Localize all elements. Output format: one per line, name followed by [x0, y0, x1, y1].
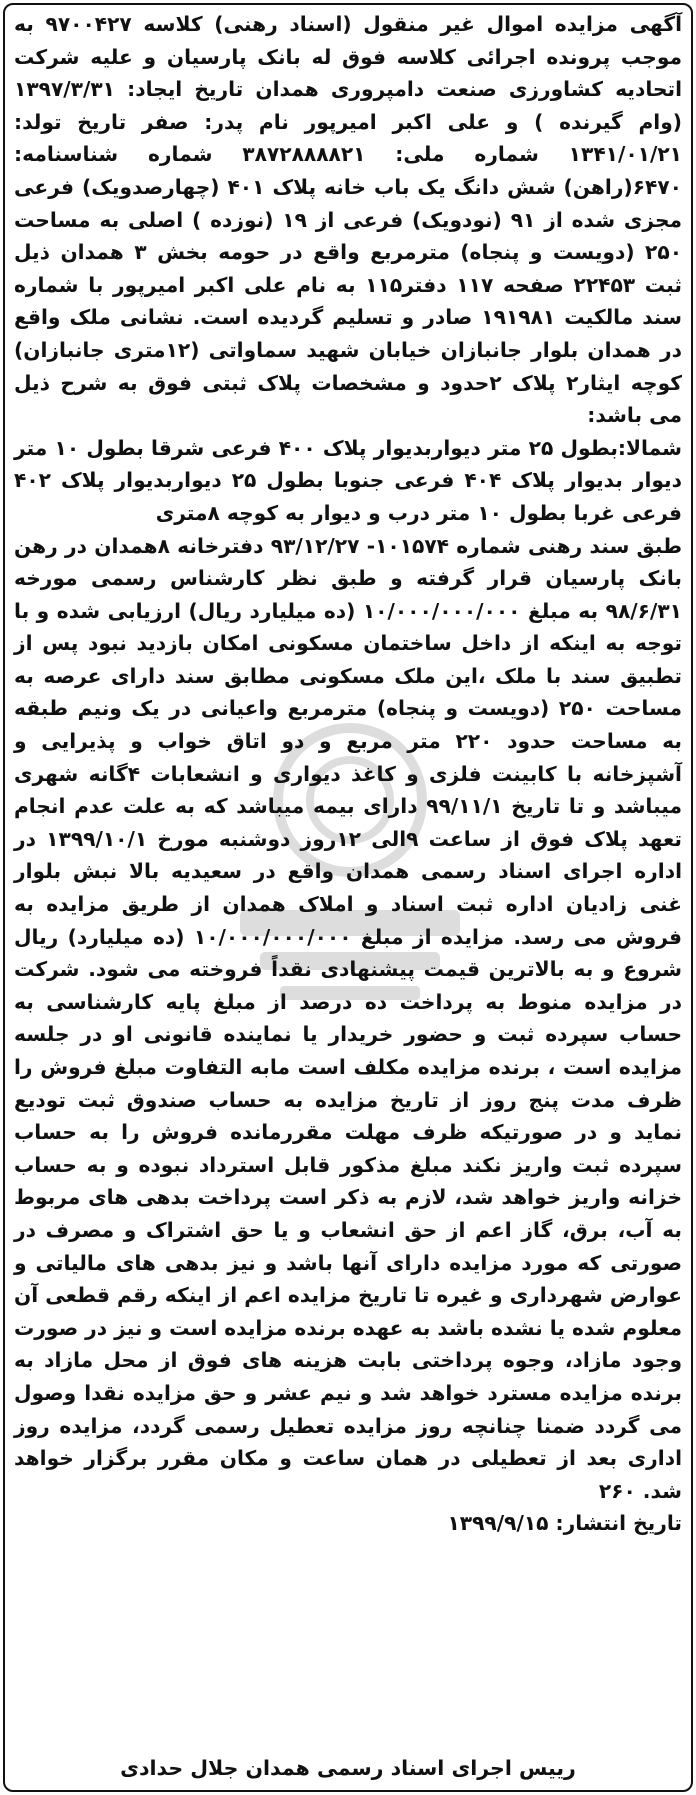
notice-paragraph-boundaries: شمالا:بطول ۲۵ متر دیواربدیوار پلاک ۴۰۰ فرعی شرقا بطول ۱۰ متر دیوار بدیوار پلاک ۴۰۴ فرعی جنوبا بطول ۲۵ دیواربدیوار پلاک ۴۰۲ فرعی غربا بطول ۱۰ متر درب و دیوار به کوچه ۸متری	[14, 435, 683, 525]
signature-line: رییس اجرای اسناد رسمی همدان جلال حدادی	[120, 1756, 576, 1780]
notice-paragraph-details: طبق سند رهنی شماره ۱۰۱۵۷۴- ۹۳/۱۲/۲۷ دفترخانه ۸همدان در رهن بانک پارسیان قرار گرفته و طبق نظر کارشناس رسمی مورخه ۹۸/۶/۳۱ به مبلغ ۱۰/۰۰۰/۰۰۰/۰۰۰ (ده میلیارد ریال) ارزیابی شده و با توجه به اینکه از داخل ساختمان مسکونی امکان بازدید نبود پس از تطبیق سند با ملک ،این ملک مسکونی مطابق سند دارای عرصه به مساحت ۲۵۰ (دویست و پنجاه) مترمربع واعیانی در یک ونیم طبقه به مساحت حدود ۲۲۰ متر مربع و دو اتاق خواب و پذیرایی و آشپزخانه با کابینت فلزی و کاغذ دیواری و انشعابات ۴گانه شهری میباشد و تا تاریخ ۹۹/۱۱/۱ دارای بیمه میباشد که به علت عدم انجام تعهد پلاک فوق از ساعت ۹الی ۱۲روز دوشنبه مورخ ۱۳۹۹/۱۰/۱ در اداره اجرای اسناد رسمی همدان واقع در سعیدیه بالا نبش بلوار غنی زادیان اداره ثبت اسناد و املاک همدان از طریق مزایده به فروش می رسد. مزایده از مبلغ ۱۰/۰۰۰/۰۰۰/۰۰۰ (ده میلیارد) ریال شروع و به بالاترین قیمت پیشنهادی نقداً فروخته می شود. شرکت در مزایده منوط به پرداخت ده درصد از مبلغ پایه کارشناسی به حساب سپرده ثبت و حضور خریدار یا نماینده قانونی او در جلسه مزایده است ، برنده مزایده مکلف است مابه التفاوت مبلغ فروش را ظرف مدت پنج روز از تاریخ مزایده به حساب صندوق ثبت تودیع نماید و در صورتیکه ظرف مهلت مقررمانده فروش را به حساب سپرده ثبت واریز نکند مبلغ مذکور قابل استرداد نبوده و به حساب خزانه واریز خواهد شد، لازم به ذکر است پرداخت بدهی های مربوط به آب، برق، گاز اعم از حق انشعاب و یا حق اشتراک و مصرف در صورتی که مورد مزایده دارای آنها باشد و نیز بدهی های مالیاتی و عوارض شهرداری و غیره تا تاریخ مزایده اعم از اینکه رقم قطعی آن معلوم شده یا نشده باشد به عهده برنده مزایده است و نیز در صورت وجود مازاد، وجوه پرداختی بابت هزینه های فوق از محل مازاد به برنده مزایده مسترد خواهد شد و نیم عشر و حق مزایده نقدا وصول می گردد ضمنا چنانچه روز مزایده تعطیل رسمی گردد، مزایده روز اداری بعد از تعطیلی در همان ساعت و مکان مقرر برگزار خواهد شد. ۲۶۰	[14, 533, 682, 1503]
notice-body	[14, 8, 682, 1540]
notice-paragraph-intro: آگهی مزایده اموال غیر منقول (اسناد رهنی) کلاسه ۹۷۰۰۴۲۷ به موجب پرونده اجرائی کلاسه فوق له بانک پارسیان و علیه شرکت اتحادیه کشاورزی صنعت دامپروری همدان تاریخ ایجاد: ۱۳۹۷/۳/۳۱ (وام گیرنده ) و علی اکبر امیرپور نام پدر: صفر تاریخ تولد: ۱۳۴۱/۰۱/۲۱ شماره ملی: ۳۸۷۲۸۸۸۸۲۱ شماره شناسنامه: ۶۴۷۰(راهن) شش دانگ یک باب خانه پلاک ۴۰۱ (چهارصدویک) فرعی مجزی شده از ۹۱ (نودویک) فرعی از ۱۹ (نوزده ) اصلی به مساحت ۲۵۰ (دویست و پنجاه) مترمربع واقع در حومه بخش ۳ همدان ذیل ثبت ۲۲۴۵۳ صفحه ۱۱۷ دفتر۱۱۵ به نام علی اکبر امیرپور با شماره سند مالکیت ۱۹۱۹۸۱ صادر و تسلیم گردیده است. نشانی ملک واقع در همدان بلوار جانبازان خیابان شهید سماواتی (۱۲متری جانبازان) کوچه ایثار۲ پلاک ۲حدود و مشخصات پلاک ثبتی فوق به شرح ذیل می باشد:	[14, 12, 683, 428]
publication-date: تاریخ انتشار: ۱۳۹۹/۹/۱۵	[447, 1511, 682, 1536]
